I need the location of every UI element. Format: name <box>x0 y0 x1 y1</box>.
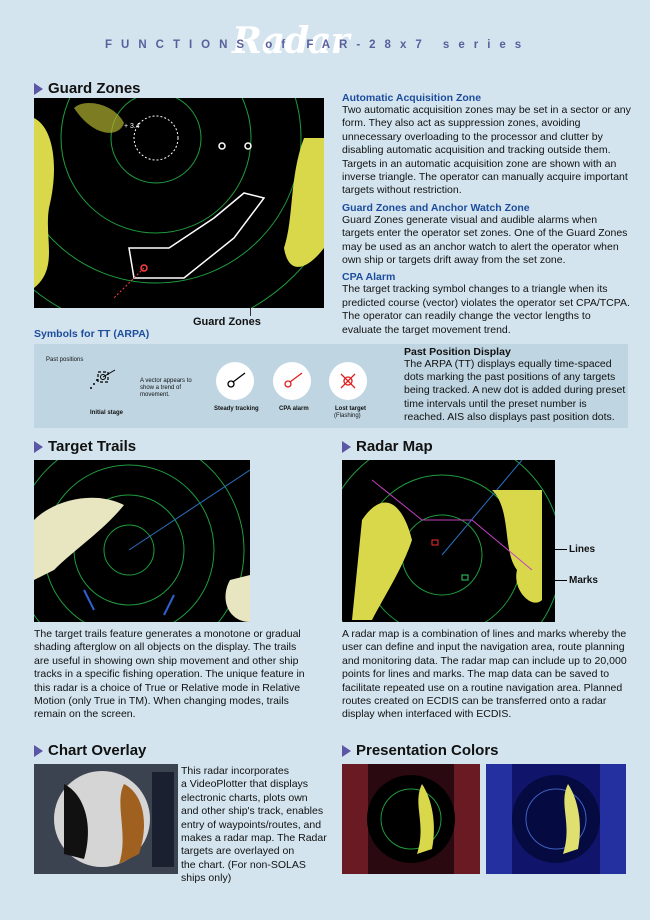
presentation-colors-blue-image <box>486 764 626 874</box>
radar-map-image <box>342 460 555 622</box>
automatic-acquisition-heading: Automatic Acquisition Zone <box>342 92 482 104</box>
vector-note: A vector appears to show a trend of movement. <box>140 378 192 398</box>
steady-tracking-label: Steady tracking <box>214 406 259 412</box>
guard-zones-caption: Guard Zones <box>193 316 261 328</box>
chart-overlay-image <box>34 764 178 874</box>
initial-stage-label: Initial stage <box>90 410 124 416</box>
cpa-alarm-heading: CPA Alarm <box>342 271 396 284</box>
automatic-acquisition-text: Two automatic acquisition zones may be set in a sector or any form. They also act as suppression zones, avoiding unnecessary overloading to the processor and clutter by disabling automatic acquisition and tracking outside them. Targets in an automatic acquisition zone are shown with an inverse triangle. The operator can manually acquire important targets without restriction. <box>342 104 631 197</box>
cpa-alarm-label: CPA alarm <box>279 406 309 412</box>
guard-zones-text-column <box>342 92 632 337</box>
cpa-alarm-icon <box>273 362 311 400</box>
cpa-alarm-text: The target tracking symbol changes to a triangle when its predicted course (vector) violates the operator set CPA/TCPA. The operator can readily change the vector lengths to evaluate the target movement trend. <box>342 283 630 336</box>
triangle-bullet-icon <box>342 441 351 453</box>
past-position-text: The ARPA (TT) displays equally time-spaced dots marking the past positions of any targets being tracked. A new dot is added during preset time intervals until the preset number is reached. AIS also displays past position dots. <box>404 358 626 423</box>
lost-target-sub: (Flashing) <box>334 413 361 419</box>
presentation-colors-heading: Presentation Colors <box>342 742 499 759</box>
svg-text:+ 3.4: + 3.4 <box>124 123 140 130</box>
triangle-bullet-icon <box>34 83 43 95</box>
radar-map-text: A radar map is a combination of lines and marks whereby the user can define and input the navigation area, route planning and monitoring data. The radar map can include up to 20,000 points for lines and marks. The map data can be saved to facilitate repeated use on a routine navigation area. Planned routes created on ECDIS can be transferred onto a radar display when interfaced with ECDIS. <box>342 628 627 721</box>
radar-logo: Radar <box>232 20 349 62</box>
target-trails-text: The target trails feature generates a monotone or gradual shading afterglow on all objects on the display. The trails are useful in showing own ship movement and other ship tracks in a specific fishing operation. The unique feature in this radar is a choice of True or Relative mode in Relative Motion (only True in TM). When changing modes, trails remain on the screen. <box>34 628 305 721</box>
initial-stage-symbol-icon <box>88 368 118 399</box>
triangle-bullet-icon <box>342 745 351 757</box>
steady-tracking-icon <box>216 362 254 400</box>
guard-zones-radar-image <box>34 98 324 308</box>
header-functions-text: FUNCTIONS of FAR-28x7 series <box>105 39 531 51</box>
chart-overlay-text: This radar incorporates a VideoPlotter that displays electronic charts, plots own and other ship's track, enables entry of waypoints/routes, and makes a radar map. The Radar targets are overlayed on the chart. (For non-SOLAS ships only) <box>181 765 327 885</box>
past-position-display <box>404 346 626 424</box>
lines-label: Lines <box>569 544 596 555</box>
lost-target-icon <box>329 362 367 400</box>
guard-zones-heading: Guard Zones <box>34 80 141 97</box>
past-positions-label: Past positions <box>46 357 84 363</box>
past-position-heading: Past Position Display <box>404 346 511 358</box>
target-trails-radar-image <box>34 460 250 622</box>
symbols-tt-heading: Symbols for TT (ARPA) <box>34 328 150 340</box>
guard-anchor-text: Guard Zones generate visual and audible alarms when targets enter the operator set zones. One of the Guard Zones may be used as an anchor watch to alert the operator when own ship or targets drift away from the set zone. <box>342 213 628 267</box>
marks-label: Marks <box>569 575 598 586</box>
triangle-bullet-icon <box>34 441 43 453</box>
presentation-colors-red-image <box>342 764 480 874</box>
chart-overlay-heading: Chart Overlay <box>34 742 146 759</box>
radar-map-heading: Radar Map <box>342 438 433 455</box>
lost-target-label: Lost target <box>335 406 367 412</box>
triangle-bullet-icon <box>34 745 43 757</box>
target-trails-heading: Target Trails <box>34 438 136 455</box>
guard-anchor-heading: Guard Zones and Anchor Watch Zone <box>342 201 530 214</box>
